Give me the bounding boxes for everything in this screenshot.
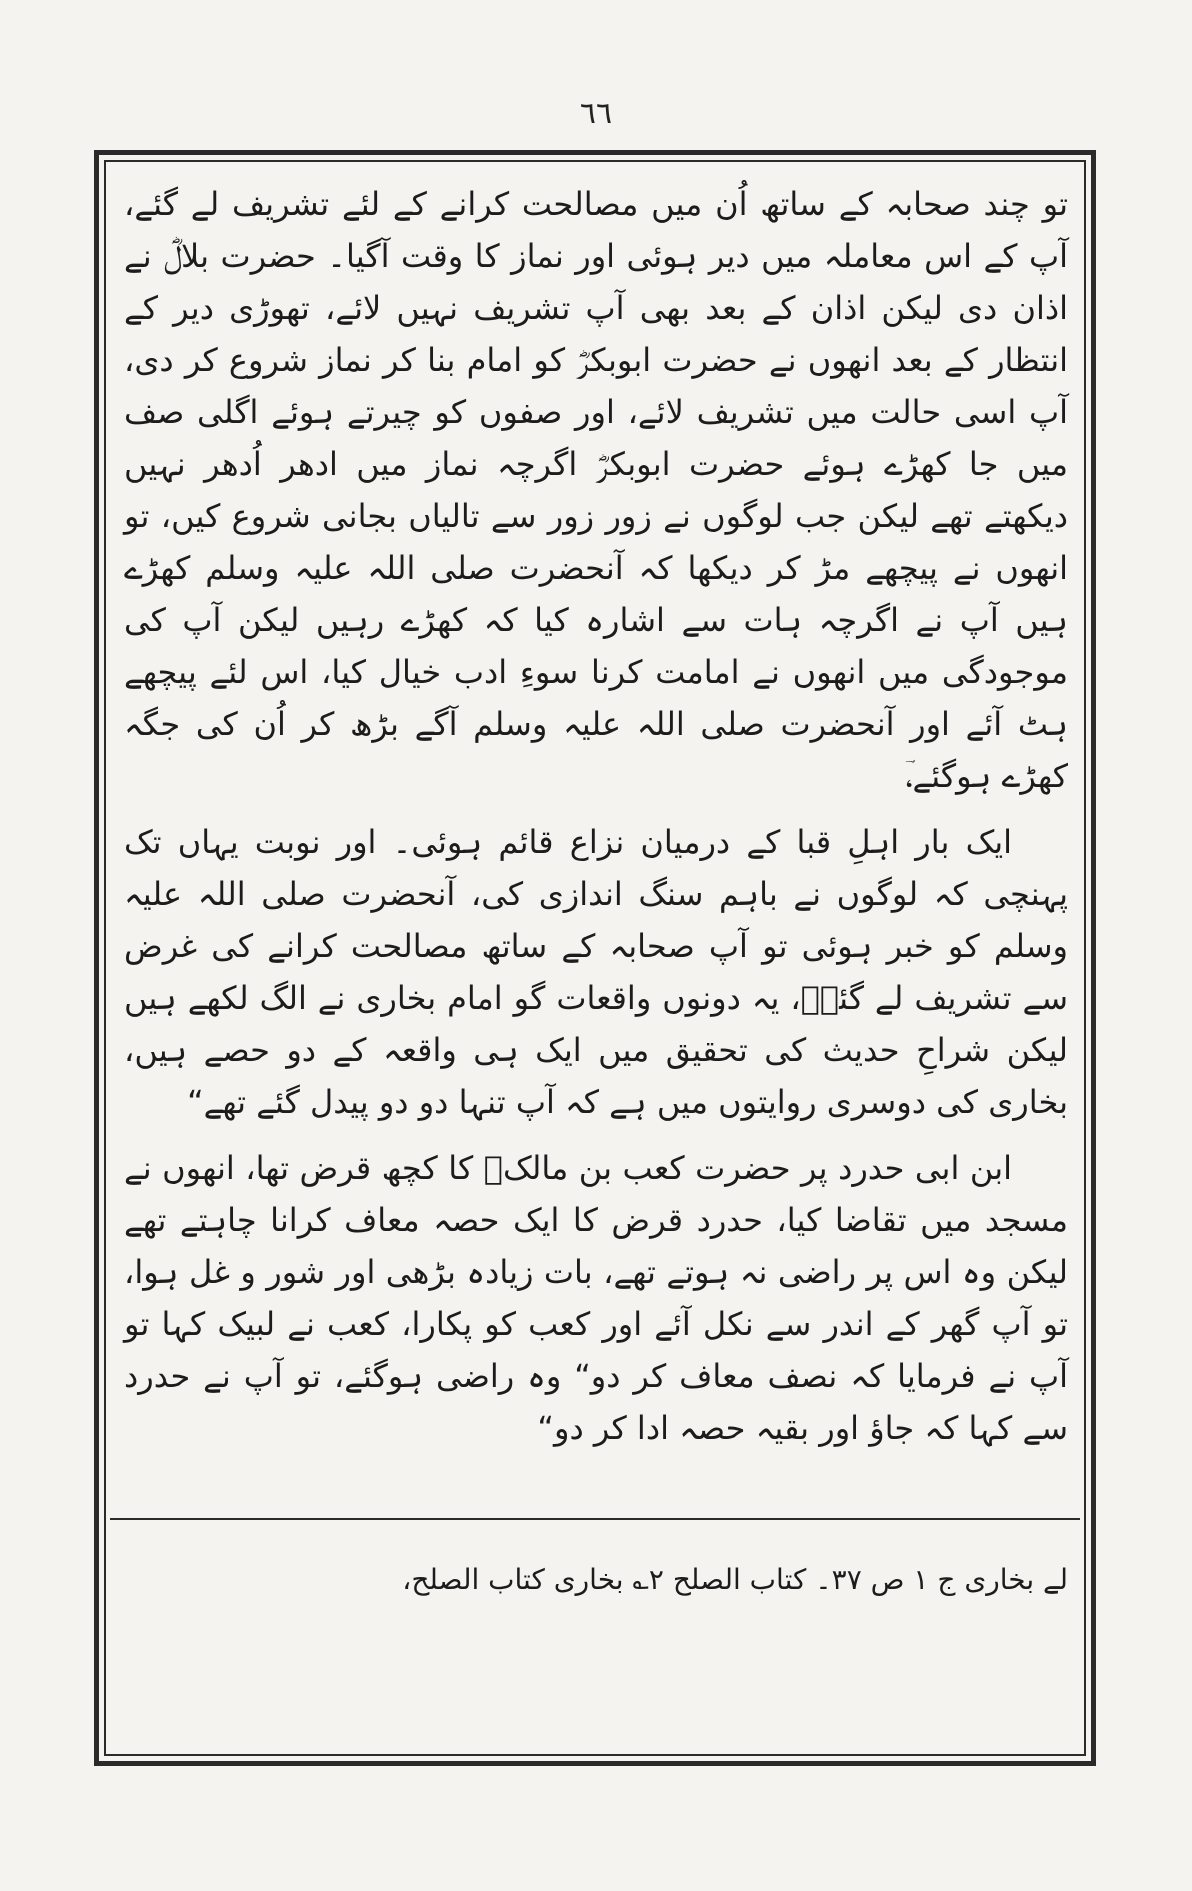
paragraph-debt-settlement: ابن ابی حدرد پر حضرت کعب بن مالکؓ کا کچھ قرض تھا، انھوں نے مسجد میں تقاضا کیا، حدرد قرض کا ایک حصہ معاف کرانا چاہتے تھے لیکن وہ اس پر راضی نہ ہوتے تھے، بات زیادہ بڑھی اور شور و غل ہوا، تو آپ گھر کے اندر سے نکل آئے اور کعب کو پکارا، کعب نے لبیک کہا تو آپ نے فرمایا کہ نصف معاف کر دو“ وہ راضی ہوگئے، تو آپ نے حدرد سے کہا کہ جاؤ اور بقیہ حصہ ادا کر دو“ [124, 1149, 1068, 1447]
paragraph-quba-dispute: ایک بار اہلِ قبا کے درمیان نزاع قائم ہوئی۔ اور نوبت یہاں تک پہنچی کہ لوگوں نے باہم سنگ اندازی کی، آنحضرت صلی اللہ علیہ وسلم کو خبر ہوئی تو آپ صحابہ کے ساتھ مصالحت کرانے کی غرض سے تشریف لے گئےؔ، یہ دونوں واقعات گو امام بخاری نے الگ لکھے ہیں لیکن شراحِ حدیث کی تحقیق میں ایک ہی واقعہ کے دو حصے ہیں، بخاری کی دوسری روایتوں میں ہے کہ آپ تنہا دو دو پیدل گئے تھے“ [124, 823, 1068, 1121]
page-number: ٦٦ [579, 96, 613, 131]
paragraph-prayer-incident: تو چند صحابہ کے ساتھ اُن میں مصالحت کرانے کے لئے تشریف لے گئے، آپ کے اس معاملہ میں دیر ہوئی اور نماز کا وقت آگیا۔ حضرت بلالؓ نے اذان دی لیکن اذان کے بعد بھی آپ تشریف نہیں لائے، تھوڑی دیر کے انتظار کے بعد انھوں نے حضرت ابوبکرؓ کو امام بنا کر نماز شروع کر دی، آپ اسی حالت میں تشریف لائے، اور صفوں کو چیرتے ہوئے اگلی صف میں جا کھڑے ہوئے حضرت ابوبکرؓ اگرچہ نماز میں ادھر اُدھر نہیں دیکھتے تھے لیکن جب لوگوں نے زور زور سے تالیاں بجانی شروع کیں، تو انھوں نے پیچھے مڑ کر دیکھا کہ آنحضرت صلی اللہ علیہ وسلم کھڑے ہیں آپ نے اگرچہ ہات سے اشارہ کیا کہ کھڑے رہیں لیکن آپ کی موجودگی میں انھوں نے امامت کرنا سوءِ ادب خیال کیا، اس لئے پیچھے ہٹ آئے اور آنحضرت صلی اللہ علیہ وسلم آگے بڑھ کر اُن کی جگہ کھڑے ہوگئے،ؔ [124, 185, 1069, 795]
main-text [124, 178, 1068, 1454]
footnote-divider [110, 1518, 1080, 1520]
footnote: لے بخاری ج ۱ ص ۳۷۔ کتاب الصلح ۲؎ بخاری کتاب الصلح، [402, 1563, 1068, 1596]
